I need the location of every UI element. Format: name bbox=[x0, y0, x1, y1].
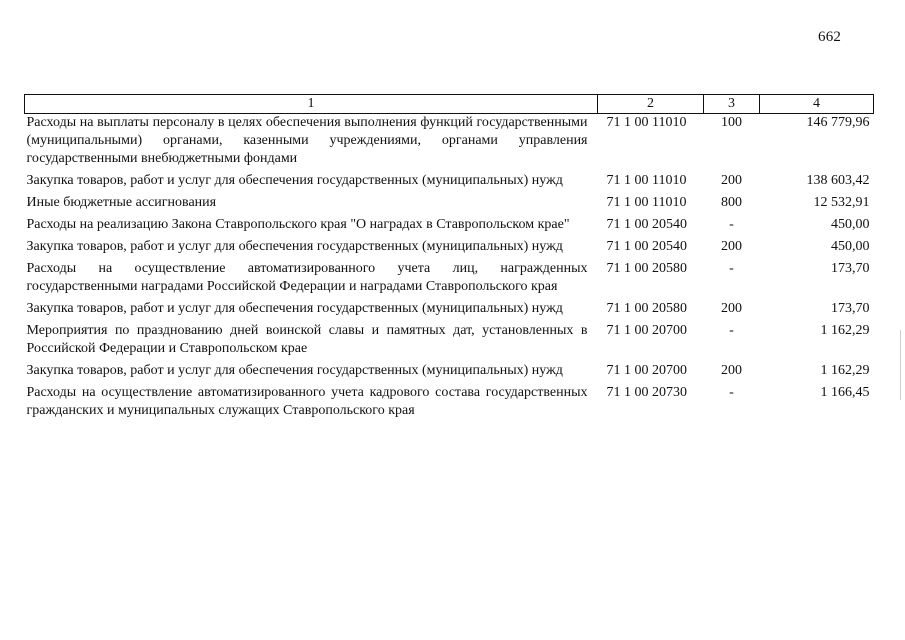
row-name: Закупка товаров, работ и услуг для обеспечения государственных (муниципальных) нужд bbox=[26, 239, 563, 254]
row-name: Расходы на реализацию Закона Ставропольского края "О наградах в Ставропольском крае" bbox=[26, 217, 570, 232]
row-type: - bbox=[729, 217, 734, 232]
row-type: - bbox=[729, 385, 734, 400]
row-code: 71 1 00 20580 bbox=[606, 261, 687, 276]
column-header-sum: 4 bbox=[760, 95, 874, 114]
row-name: Расходы на осуществление автоматизированного учета лиц, награжденных государственными наградами Российской Федерации и наградами Ставропольского края bbox=[26, 261, 588, 294]
page-number: 662 bbox=[818, 29, 842, 45]
row-type: 200 bbox=[721, 363, 742, 378]
budget-table bbox=[24, 94, 874, 424]
row-sum: 146 779,96 bbox=[806, 115, 870, 130]
table-row bbox=[25, 216, 874, 238]
row-name: Иные бюджетные ассигнования bbox=[26, 195, 217, 210]
table-row bbox=[25, 300, 874, 322]
row-code: 71 1 00 20730 bbox=[606, 385, 687, 400]
column-header-type: 3 bbox=[704, 95, 760, 114]
row-name: Расходы на выплаты персоналу в целях обеспечения выполнения функций государственными (муниципальными) органами, казенными учреждениями, органами управления государственными внебюджетными фондами bbox=[26, 115, 588, 166]
table-body bbox=[25, 114, 874, 425]
table-row bbox=[25, 172, 874, 194]
row-sum: 450,00 bbox=[831, 217, 870, 232]
row-code: 71 1 00 20540 bbox=[606, 239, 687, 254]
row-sum: 173,70 bbox=[831, 261, 870, 276]
row-name: Расходы на осуществление автоматизированного учета кадрового состава государственных гражданских и муниципальных служащих Ставропольского края bbox=[26, 385, 588, 418]
row-sum: 450,00 bbox=[831, 239, 870, 254]
scan-edge-mark bbox=[900, 330, 901, 400]
row-code: 71 1 00 20580 bbox=[606, 301, 687, 316]
row-name: Закупка товаров, работ и услуг для обеспечения государственных (муниципальных) нужд bbox=[26, 301, 563, 316]
row-code: 71 1 00 20540 bbox=[606, 217, 687, 232]
row-type: 200 bbox=[721, 239, 742, 254]
row-sum: 12 532,91 bbox=[813, 195, 870, 210]
table-row bbox=[25, 238, 874, 260]
row-type: 800 bbox=[721, 195, 742, 210]
row-name: Закупка товаров, работ и услуг для обеспечения государственных (муниципальных) нужд bbox=[26, 173, 563, 188]
table-row bbox=[25, 114, 874, 173]
row-type: - bbox=[729, 323, 734, 338]
row-sum: 1 162,29 bbox=[820, 363, 870, 378]
row-code: 71 1 00 20700 bbox=[606, 323, 687, 338]
row-code: 71 1 00 11010 bbox=[606, 115, 687, 130]
table-header-row bbox=[25, 95, 874, 114]
row-sum: 1 162,29 bbox=[820, 323, 870, 338]
column-header-code: 2 bbox=[598, 95, 704, 114]
row-code: 71 1 00 11010 bbox=[606, 173, 687, 188]
row-type: 100 bbox=[721, 115, 742, 130]
row-type: - bbox=[729, 261, 734, 276]
table-row bbox=[25, 194, 874, 216]
row-name: Мероприятия по празднованию дней воинской славы и памятных дат, установленных в Российской Федерации и Ставропольском крае bbox=[26, 323, 588, 356]
row-type: 200 bbox=[721, 173, 742, 188]
table-header bbox=[25, 95, 874, 114]
row-type: 200 bbox=[721, 301, 742, 316]
row-sum: 173,70 bbox=[831, 301, 870, 316]
row-sum: 138 603,42 bbox=[806, 173, 870, 188]
row-code: 71 1 00 11010 bbox=[606, 195, 687, 210]
table-row bbox=[25, 384, 874, 424]
row-name: Закупка товаров, работ и услуг для обеспечения государственных (муниципальных) нужд bbox=[26, 363, 563, 378]
table-row bbox=[25, 260, 874, 300]
row-sum: 1 166,45 bbox=[820, 385, 870, 400]
row-code: 71 1 00 20700 bbox=[606, 363, 687, 378]
table-row bbox=[25, 322, 874, 362]
table-row bbox=[25, 362, 874, 384]
column-header-name: 1 bbox=[25, 95, 598, 114]
